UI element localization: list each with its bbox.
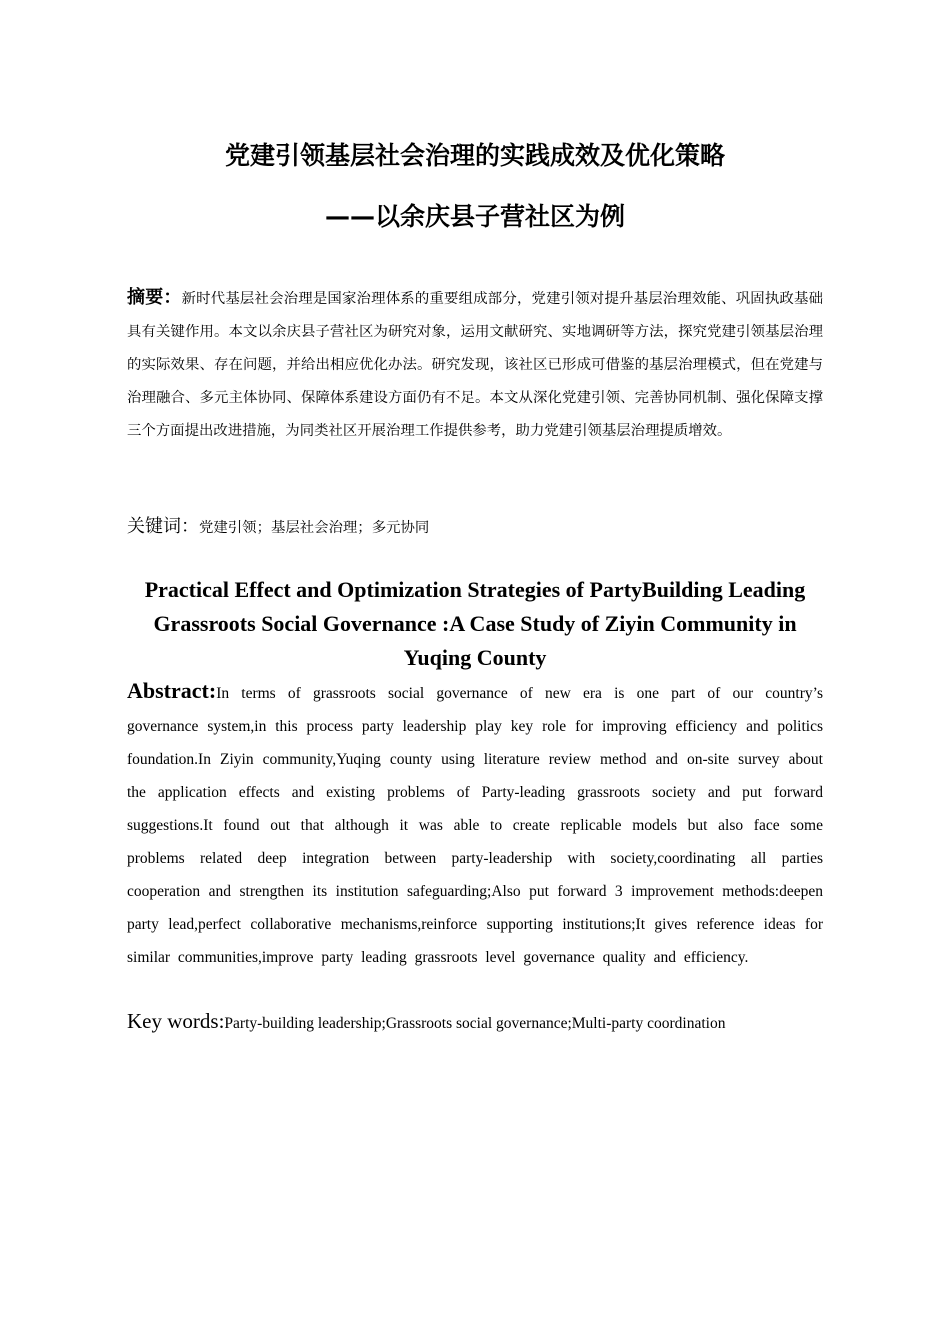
english-keywords-label: Key words:	[127, 1009, 225, 1033]
english-abstract	[127, 674, 823, 974]
chinese-abstract	[127, 281, 823, 448]
chinese-keywords	[127, 512, 823, 543]
english-keywords-text: Party-building leadership;Grassroots social governance;Multi-party coordination	[224, 1015, 726, 1032]
chinese-keywords-label: 关键词：	[127, 516, 199, 537]
chinese-keywords-text: 党建引领；基层社会治理；多元协同	[199, 520, 430, 536]
english-keywords	[127, 1005, 823, 1040]
chinese-subtitle: ——以余庆县子营社区为例	[324, 202, 625, 231]
chinese-title: 党建引领基层社会治理的实践成效及优化策略	[224, 141, 725, 170]
english-title: Practical Effect and Optimization Strategies of PartyBuilding Leading Grassroots Social Governance :A Case Study of Ziyin Community in Yuqing County	[144, 577, 806, 670]
chinese-abstract-label: 摘要：	[127, 287, 182, 308]
chinese-abstract-text: 新时代基层社会治理是国家治理体系的重要组成部分，党建引领对提升基层治理效能、巩固执政基础具有关键作用。本文以余庆县子营社区为研究对象，运用文献研究、实地调研等方法，探究党建引领基层治理的实际效果、存在问题，并给出相应优化办法。研究发现，该社区已形成可借鉴的基层治理模式，但在党建与治理融合、多元主体协同、保障体系建设方面仍有不足。本文从深化党建引领、完善协同机制、强化保障支撑三个方面提出改进措施，为同类社区开展治理工作提供参考，助力党建引领基层治理提质增效。	[127, 291, 823, 439]
english-abstract-label: Abstract:	[127, 678, 217, 703]
english-abstract-text: In terms of grassroots social governance of new era is one part of our country’s governance system,in this process party leadership play key role for improving efficiency and politics foundation.In Ziyin community,Yuqing county using literature review method and on-site survey about the application effects and existing problems of Party-leading grassroots society and put forward suggestions.It found out that although it was able to create replicable models but also face some problems related deep integration between party-leadership with society,coordinating all parties cooperation and strengthen its institution safeguarding;Also put forward 3 improvement methods:deepen party lead,perfect collaborative mechanisms,reinforce supporting institutions;It gives reference ideas for similar communities,improve party leading grassroots level governance quality and efficiency.	[127, 685, 823, 966]
